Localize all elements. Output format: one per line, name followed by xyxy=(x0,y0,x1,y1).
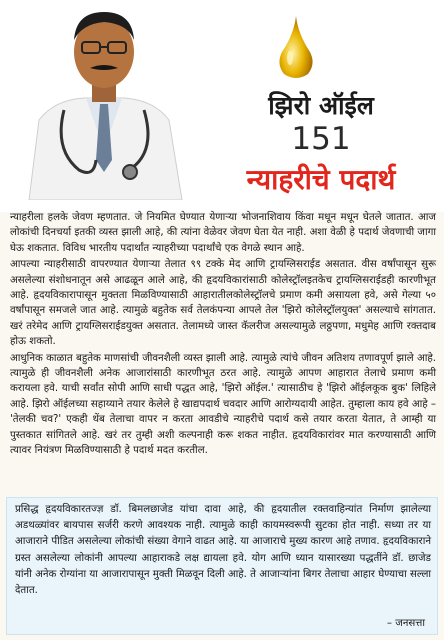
article-body xyxy=(10,210,436,460)
book-title-number: 151 xyxy=(291,121,351,157)
book-title: झिरो ऑईल xyxy=(268,91,374,120)
quote-text: प्रसिद्ध हृदयविकारतज्ज्ञ डॉ. बिमलछाजेड यांचा दावा आहे, की हृदयातील रक्तवाहिन्यांत निर्माण झालेल्या अडथळ्यांवर बायपास सर्जरी करणे आवश्यक नाही. त्यामुळे काही कायमस्वरूपी सुटका होत नाही. सध्या तर या आजाराने पीडित असलेल्या लोकांची संख्या वेगाने वाढत आहे. या आजाराचे मुख्य कारण आहे तणाव. हृदयविकाराने ग्रस्त असलेल्या लोकांनी आपल्या आहाराकडे लक्ष द्यायला हवे. योग आणि ध्यान यासारख्या पद्धतींने डॉ. छाजेड यांनी अनेक रोग्यांना या आजारापासून मुक्ती मिळवून दिली आहे. ते आजाऱ्यांना बिगर तेलाचा आहार घेण्याचा सल्ला देतात. xyxy=(15,504,431,597)
doctor-portrait xyxy=(24,0,184,200)
quote-source: – जनसत्ता xyxy=(386,618,425,629)
article-paragraph: आधुनिक काळात बहुतेक माणसांची जीवनशैली व्यस्त झाली आहे. त्यामुळे त्यांचे जीवन अतिशय तणावपूर्ण झाले आहे. त्यामुळे ही जीवनशैली अनेक आजारांसाठी कारणीभूत ठरत आहे. त्यामुळे आपण आहारात तेलाचे प्रमाण कमी करायला हवे. याची सर्वांत सोपी आणि साधी पद्धत आहे, 'झिरो ऑईल.' त्यासाठीच हे 'झिरो ऑईलकूक बुक' लिहिले आहे. झिरो ऑईलच्या सहाय्याने तयार केलेले हे खाद्यपदार्थ चवदार आणि आरोग्यदायी आहेत. तुम्हाला काय हवे आहे – 'तेलकी चव?' एकही थेंब तेलाचा वापर न करता आवडीचे न्याहरीचे पदार्थ कसे तयार करता येतात, ते आम्ही या पुस्तकात सांगितले आहे. खरं तर तुम्ही अशी कल्पनाही करू शकत नाहीत. हृदयविकारांवर मात करण्यासाठी आणि त्यावर नियंत्रण मिळविण्यासाठी हे पदार्थ मदत करतील. xyxy=(10,352,436,457)
book-subtitle: न्याहरीचे पदार्थ xyxy=(246,163,396,196)
article-paragraph: आपल्या न्याहरीसाठी वापरण्यात येणाऱ्या तेलात ९९ टक्के मेद आणि ट्रायग्लिसराईड असतात. वीस वर्षांपासून सुरू असलेल्या संशोधनातून असे आढळून आले आहे, की हृदयविकारांसाठी कोलेस्ट्रॉलइतकेच ट्रायग्लिसराईडही कारणीभूत आहे. हृदयविकारापासून मुक्तता मिळविण्यासाठी आहारातीलकोलेस्ट्रॉलचे प्रमाण कमी असायला हवे, असे गेल्या ५० वर्षांपासून समजले जात आहे. त्यामुळे बहुतेक सर्व तेलकंपन्या आपले तेल 'झिरो कोलेस्ट्रॉलयुक्त' असल्याचे सांगतात. खरं तरेमेद आणि ट्रायग्लिसराईडयुक्त असतात. तेलामध्ये जास्त कॅलरीज असल्यामुळे लठ्ठपणा, मधुमेह आणि रक्तदाब होऊ शकतो. xyxy=(10,259,436,348)
article-paragraph: न्याहरीला हलके जेवण म्हणतात. जे नियमित घेण्यात येणाऱ्या भोजनाशिवाय किंवा मधून मधून घेतले जातात. आज लोकांची दिनचर्या इतकी व्यस्त झाली आहे, की त्यांना वेळेवर जेवण घेता येत नाही. अशा वेळी हे पदार्थ जेवणाची जागा घेऊ शकतात. विविध भारतीय पदार्थांत न्याहरीच्या पदार्थांचे एक वेगळे स्थान आहे. xyxy=(10,212,436,254)
oil-drop-icon xyxy=(276,14,316,80)
quote-box xyxy=(6,497,438,635)
cover-header xyxy=(0,0,444,212)
